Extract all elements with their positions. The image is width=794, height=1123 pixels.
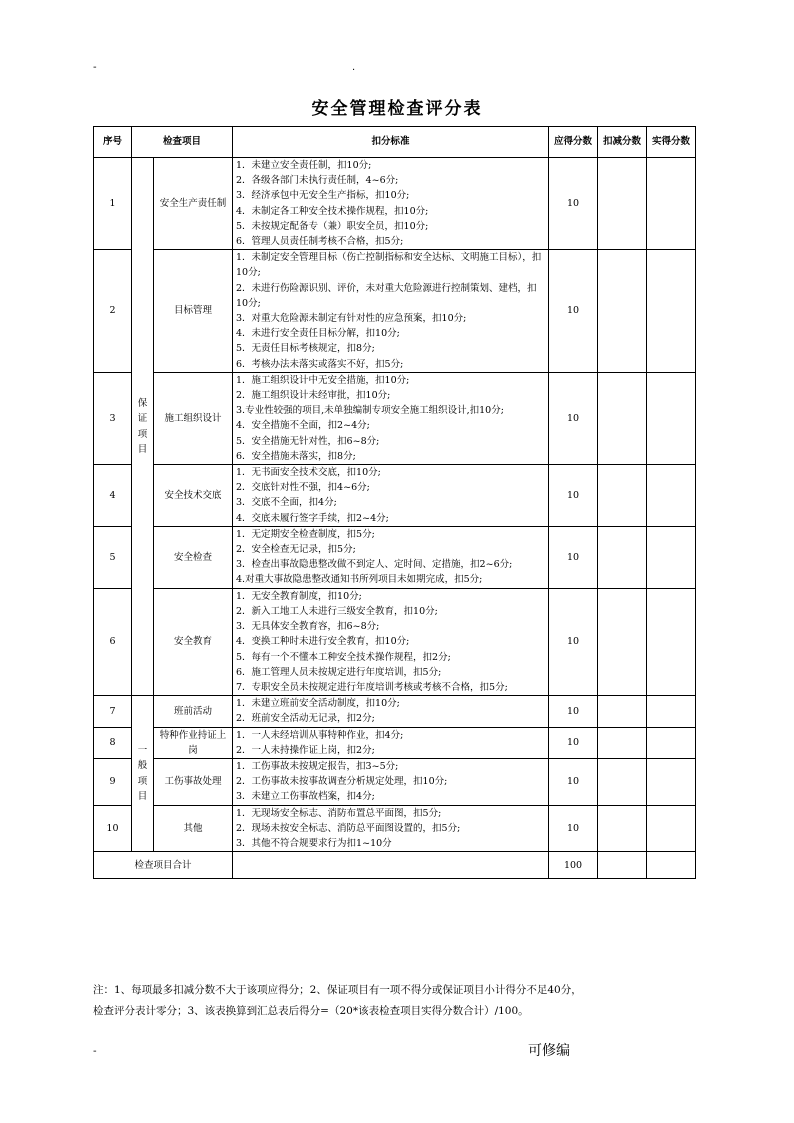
- criteria-line: 3．无具体安全教育容，扣6~8分;: [236, 621, 380, 633]
- footnote: [93, 980, 698, 1022]
- row-criteria: [233, 250, 549, 373]
- criteria-line: 1．施工组织设计中无安全措施，扣10分;: [236, 374, 410, 386]
- row-actual: [647, 465, 696, 527]
- total-actual: [647, 852, 696, 879]
- row-deduct: [598, 696, 647, 727]
- criteria-line: 6．考核办法未落实或落实不好，扣5分;: [236, 358, 404, 370]
- row-seq: 5: [94, 526, 132, 588]
- criteria-line: 2．工伤事故未按事故调查分析规定处理，扣10分;: [236, 776, 448, 788]
- criteria-line: 5．未按规定配备专（兼）职安全员，扣10分;: [236, 220, 429, 232]
- group-char: 保: [137, 398, 148, 410]
- criteria-line: 3．其他不符合规要求行为扣1~10分: [236, 837, 392, 849]
- group-char: 一: [137, 745, 148, 757]
- criteria-line: 4．安全措施不全面，扣2~4分;: [236, 420, 370, 432]
- criteria-line: 1．未建立安全责任制，扣10分;: [236, 160, 372, 171]
- header-item: 检查项目: [132, 127, 233, 158]
- page-title: 安全管理检查评分表: [311, 99, 483, 119]
- criteria-line: 2．各级各部门未执行责任制，4~6分;: [236, 175, 399, 187]
- criteria-line: 7．专职安全员未按规定进行年度培训考核或考核不合格，扣5分;: [236, 681, 508, 693]
- group-char: 般: [137, 760, 148, 772]
- criteria-line: 6．施工管理人员未按规定进行年度培训，扣5分;: [236, 666, 442, 678]
- criteria-line: 1．工伤事故未按规定报告，扣3~5分;: [236, 760, 399, 772]
- group-general: [132, 696, 154, 852]
- row-criteria: [233, 805, 549, 852]
- criteria-line: 4．未制定各工种安全技术操作规程，扣10分;: [236, 205, 429, 217]
- row-actual: [647, 727, 696, 758]
- row-due: 10: [549, 758, 598, 805]
- total-row: [94, 852, 696, 879]
- row-deduct: [598, 758, 647, 805]
- criteria-line: 1．无书面安全技术交底，扣10分;: [236, 467, 381, 479]
- row-due: 10: [549, 526, 598, 588]
- row-seq: 10: [94, 805, 132, 852]
- row-deduct: [598, 805, 647, 852]
- score-table: [93, 126, 696, 879]
- criteria-line: 3．对重大危险源未制定有针对性的应急预案，扣10分;: [236, 313, 467, 325]
- row-criteria: [233, 588, 549, 695]
- table-row: [94, 805, 696, 852]
- row-seq: 1: [94, 158, 132, 250]
- group-char: 项: [137, 428, 148, 440]
- table-row: [94, 465, 696, 527]
- row-due: 10: [549, 250, 598, 373]
- row-actual: [647, 805, 696, 852]
- criteria-line: 1．未制定安全管理目标（伤亡控制指标和安全达标、文明施工目标），扣10分;: [236, 252, 542, 279]
- header-deduct: 扣减分数: [598, 127, 647, 158]
- criteria-line: 1．一人未经培训从事特种作业，扣4分;: [236, 729, 404, 741]
- row-actual: [647, 158, 696, 250]
- row-due: 10: [549, 805, 598, 852]
- row-item: 工伤事故处理: [154, 758, 233, 805]
- table-row: [94, 372, 696, 464]
- row-seq: 8: [94, 727, 132, 758]
- row-criteria: [233, 727, 549, 758]
- group-guarantee: [132, 158, 154, 696]
- total-due: 100: [549, 852, 598, 879]
- criteria-line: 1．无现场安全标志、消防布置总平面图，扣5分;: [236, 807, 442, 819]
- table-row: [94, 758, 696, 805]
- criteria-line: 2．班前安全活动无记录，扣2分;: [236, 713, 375, 725]
- row-deduct: [598, 588, 647, 695]
- criteria-line: 2．一人未持操作证上岗，扣2分;: [236, 744, 375, 756]
- criteria-line: 3．检查出事故隐患整改做不到定人、定时间、定措施，扣2~6分;: [236, 559, 513, 571]
- criteria-line: 3．未建立工伤事故档案，扣4分;: [236, 791, 375, 803]
- criteria-line: 4．变换工种时未进行安全教育，扣10分;: [236, 636, 410, 648]
- row-deduct: [598, 465, 647, 527]
- table-row: [94, 696, 696, 727]
- table-header-row: [94, 127, 696, 158]
- row-criteria: [233, 158, 549, 250]
- table-row: [94, 727, 696, 758]
- criteria-line: 2．交底针对性不强，扣4~6分;: [236, 482, 370, 494]
- criteria-line: 2．安全检查无记录，扣5分;: [236, 544, 356, 556]
- row-due: 10: [549, 696, 598, 727]
- group-char: 证: [137, 413, 148, 425]
- criteria-line: 6．安全措施未落实，扣8分;: [236, 450, 356, 462]
- group-char: 项: [137, 775, 148, 787]
- row-item: 安全技术交底: [154, 465, 233, 527]
- row-deduct: [598, 372, 647, 464]
- row-item: 其他: [154, 805, 233, 852]
- header-seq: 序号: [94, 127, 132, 158]
- total-criteria: [233, 852, 549, 879]
- criteria-line: 5．每有一个不懂本工种安全技术操作规程，扣2分;: [236, 651, 451, 663]
- criteria-line: 4.对重大事故隐患整改通知书所列项目未如期完成，扣5分;: [236, 574, 483, 586]
- group-char: 目: [137, 790, 148, 802]
- row-seq: 3: [94, 372, 132, 464]
- footnote-line: 检查评分表计零分；3、该表换算到汇总表后得分=（20*该表检查项目实得分数合计）/100。: [93, 1005, 529, 1017]
- row-criteria: [233, 465, 549, 527]
- table-row: [94, 588, 696, 695]
- row-actual: [647, 758, 696, 805]
- header-due: 应得分数: [549, 127, 598, 158]
- row-item: 班前活动: [154, 696, 233, 727]
- row-criteria: [233, 696, 549, 727]
- row-seq: 4: [94, 465, 132, 527]
- row-seq: 7: [94, 696, 132, 727]
- criteria-line: 1．无定期安全检查制度，扣5分;: [236, 528, 375, 540]
- row-item: 安全生产责任制: [154, 158, 233, 250]
- total-deduct: [598, 852, 647, 879]
- header-actual: 实得分数: [647, 127, 696, 158]
- group-char: 目: [137, 443, 148, 455]
- row-actual: [647, 250, 696, 373]
- table-row: [94, 158, 696, 250]
- criteria-line: 3．经济承包中无安全生产指标，扣10分;: [236, 190, 410, 202]
- row-actual: [647, 372, 696, 464]
- row-actual: [647, 696, 696, 727]
- row-item: 安全检查: [154, 526, 233, 588]
- row-due: 10: [549, 465, 598, 527]
- footer-label: 可修编: [528, 1043, 570, 1059]
- table-row: [94, 526, 696, 588]
- criteria-line: 2．未进行伤险源识别、评价，未对重大危险源进行控制策划、建档，扣10分;: [236, 282, 537, 309]
- criteria-line: 1．无安全教育制度，扣10分;: [236, 590, 362, 602]
- criteria-line: 4．未进行安全责任目标分解，扣10分;: [236, 328, 400, 340]
- row-deduct: [598, 250, 647, 373]
- criteria-line: 4．交底未履行签字手续，扣2~4分;: [236, 512, 389, 524]
- row-deduct: [598, 526, 647, 588]
- row-item: 特种作业持证上岗: [154, 727, 233, 758]
- row-seq: 6: [94, 588, 132, 695]
- criteria-line: 1．未建立班前安全活动制度，扣10分;: [236, 698, 400, 710]
- criteria-line: 2．现场未按安全标志、消防总平面图设置的，扣5分;: [236, 822, 461, 834]
- table-row: [94, 250, 696, 373]
- row-criteria: [233, 758, 549, 805]
- row-seq: 9: [94, 758, 132, 805]
- row-item: 目标管理: [154, 250, 233, 373]
- criteria-line: 5．安全措施无针对性，扣6~8分;: [236, 435, 380, 447]
- row-item: 安全教育: [154, 588, 233, 695]
- row-deduct: [598, 727, 647, 758]
- criteria-line: 3.专业性较强的项目,未单独编制专项安全施工组织设计,扣10分;: [236, 405, 504, 417]
- footnote-line: 注：1、每项最多扣减分数不大于该项应得分；2、保证项目有一项不得分或保证项目小计得分不足40分，: [93, 984, 582, 996]
- criteria-line: 2．施工组织设计未经审批，扣10分;: [236, 390, 391, 402]
- criteria-line: 5．无责任目标考核规定，扣8分;: [236, 343, 375, 355]
- header-criteria: 扣分标准: [233, 127, 549, 158]
- row-deduct: [598, 158, 647, 250]
- row-due: 10: [549, 372, 598, 464]
- row-actual: [647, 526, 696, 588]
- row-due: 10: [549, 727, 598, 758]
- row-criteria: [233, 372, 549, 464]
- corner-mark-2: .: [352, 62, 356, 73]
- row-criteria: [233, 526, 549, 588]
- criteria-line: 3．交底不全面，扣4分;: [236, 497, 337, 509]
- row-item: 施工组织设计: [154, 372, 233, 464]
- criteria-line: 2．新入工地工人未进行三级安全教育，扣10分;: [236, 605, 438, 617]
- row-due: 10: [549, 588, 598, 695]
- total-label: 检查项目合计: [94, 852, 233, 879]
- criteria-line: 6．管理人员责任制考核不合格，扣5分;: [236, 236, 404, 248]
- row-seq: 2: [94, 250, 132, 373]
- row-actual: [647, 588, 696, 695]
- corner-mark: -: [93, 62, 97, 73]
- corner-mark-bottom: -: [93, 1046, 97, 1057]
- row-due: 10: [549, 158, 598, 250]
